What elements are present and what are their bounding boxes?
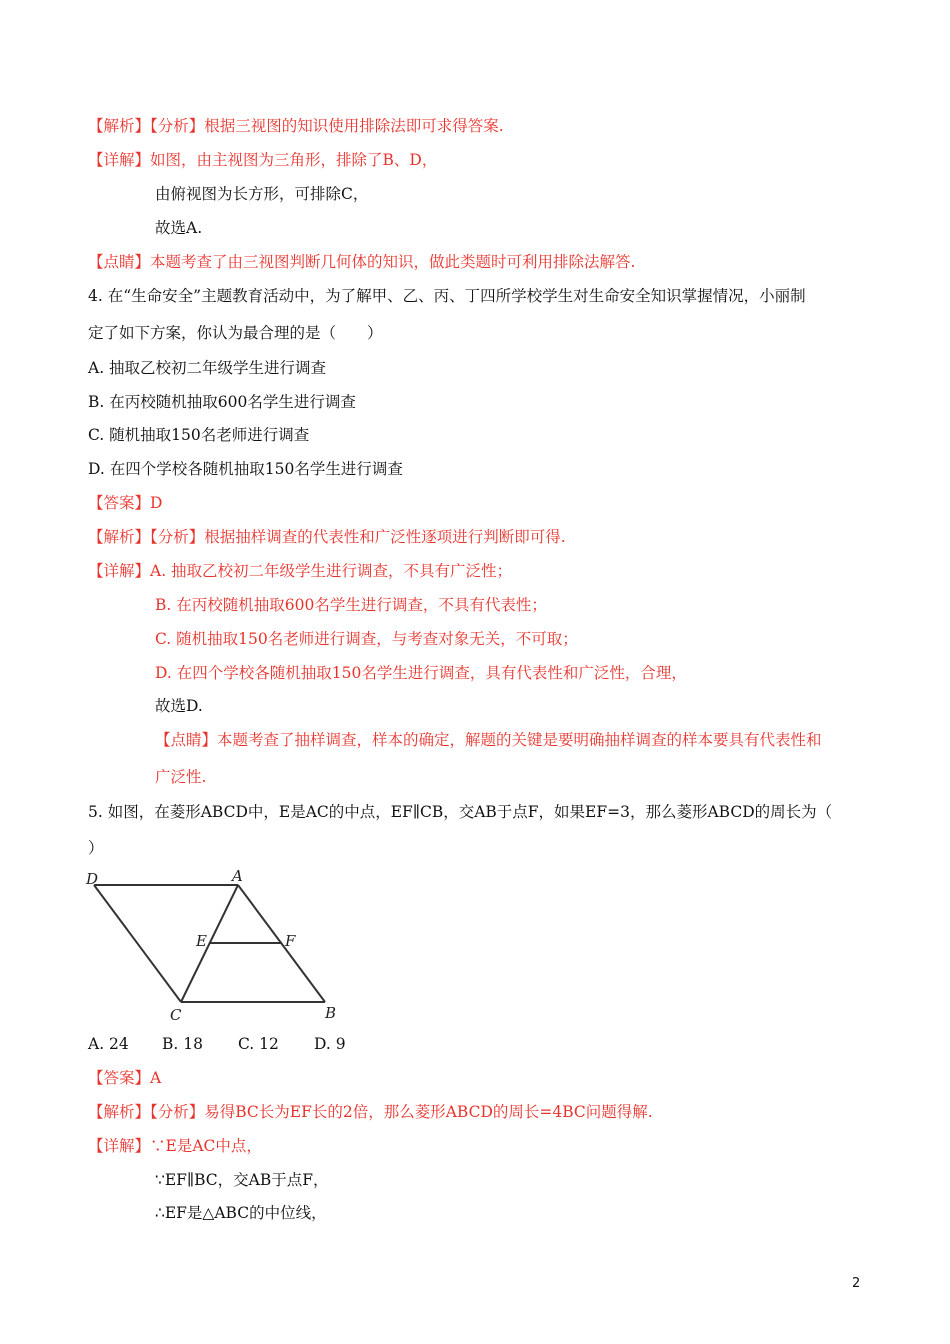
q4-option-c: C. 随机抽取150名老师进行调查 bbox=[88, 426, 310, 444]
q4-option-d: D. 在四个学校各随机抽取150名学生进行调查 bbox=[88, 460, 403, 478]
q5-detail-line3: ∴EF是△ABC的中位线， bbox=[155, 1204, 327, 1222]
q5-option-a: A. 24 bbox=[88, 1035, 129, 1053]
label-b: B bbox=[325, 1004, 337, 1022]
q4-detail-d: D. 在四个学校各随机抽取150名学生进行调查，具有代表性和广泛性，合理， bbox=[155, 664, 687, 682]
q4-comment-line2: 广泛性. bbox=[155, 768, 207, 786]
q4-detail-c: C. 随机抽取150名老师进行调查，与考查对象无关，不可取； bbox=[155, 630, 578, 648]
prev-detail: 【详解】如图，由主视图为三角形，排除了B、D， bbox=[88, 151, 438, 169]
q5-answer: 【答案】A bbox=[88, 1069, 162, 1087]
q5-detail-line2: ∵EF∥BC，交AB于点F， bbox=[155, 1171, 329, 1189]
prev-detail-3: 故选A. bbox=[155, 219, 203, 237]
q4-conclusion: 故选D. bbox=[155, 697, 203, 715]
prev-comment: 【点睛】本题考查了由三视图判断几何体的知识，做此类题时可利用排除法解答. bbox=[88, 253, 636, 271]
label-f: F bbox=[285, 932, 296, 950]
side-cd bbox=[94, 885, 181, 1002]
q5-stem-line1: 5. 如图，在菱形ABCD中，E是AC的中点，EF∥CB，交AB于点F，如果EF=3，那么菱形ABCD的周长为（ bbox=[88, 803, 833, 821]
q5-analysis: 【解析】【分析】易得BC长为EF长的2倍，那么菱形ABCD的周长=4BC问题得解. bbox=[88, 1103, 653, 1121]
page-number: 2 bbox=[852, 1276, 861, 1291]
q4-stem-line2: 定了如下方案，你认为最合理的是（ ） bbox=[88, 324, 383, 342]
label-a: A bbox=[232, 867, 243, 885]
q4-option-b: B. 在丙校随机抽取600名学生进行调查 bbox=[88, 393, 356, 411]
q4-analysis: 【解析】【分析】根据抽样调查的代表性和广泛性逐项进行判断即可得. bbox=[88, 528, 566, 546]
q4-stem-line1: 4. 在“生命安全”主题教育活动中，为了解甲、乙、丙、丁四所学校学生对生命安全知识掌握情况，小丽制 bbox=[88, 287, 806, 305]
q5-option-c: C. 12 bbox=[238, 1035, 279, 1053]
q4-detail-a: 【详解】A. 抽取乙校初二年级学生进行调查，不具有广泛性； bbox=[88, 562, 513, 580]
prev-analysis: 【解析】【分析】根据三视图的知识使用排除法即可求得答案. bbox=[88, 117, 504, 135]
q4-option-a: A. 抽取乙校初二年级学生进行调查 bbox=[88, 359, 327, 377]
label-d: D bbox=[86, 870, 99, 888]
q5-option-b: B. 18 bbox=[162, 1035, 203, 1053]
q5-detail-line1: 【详解】∵E是AC中点， bbox=[88, 1137, 262, 1155]
label-e: E bbox=[196, 932, 207, 950]
q4-detail-b: B. 在丙校随机抽取600名学生进行调查，不具有代表性； bbox=[155, 596, 547, 614]
q5-stem-line2: ） bbox=[88, 839, 104, 857]
q4-comment-line1: 【点睛】本题考查了抽样调查，样本的确定，解题的关键是要明确抽样调查的样本要具有代表性和 bbox=[155, 731, 822, 749]
prev-detail-2: 由俯视图为长方形，可排除C， bbox=[155, 185, 369, 203]
rhombus-figure bbox=[82, 866, 352, 1024]
q4-answer: 【答案】D bbox=[88, 494, 163, 512]
q5-option-d: D. 9 bbox=[314, 1035, 346, 1053]
label-c: C bbox=[170, 1006, 182, 1024]
q5-options bbox=[88, 1034, 346, 1054]
